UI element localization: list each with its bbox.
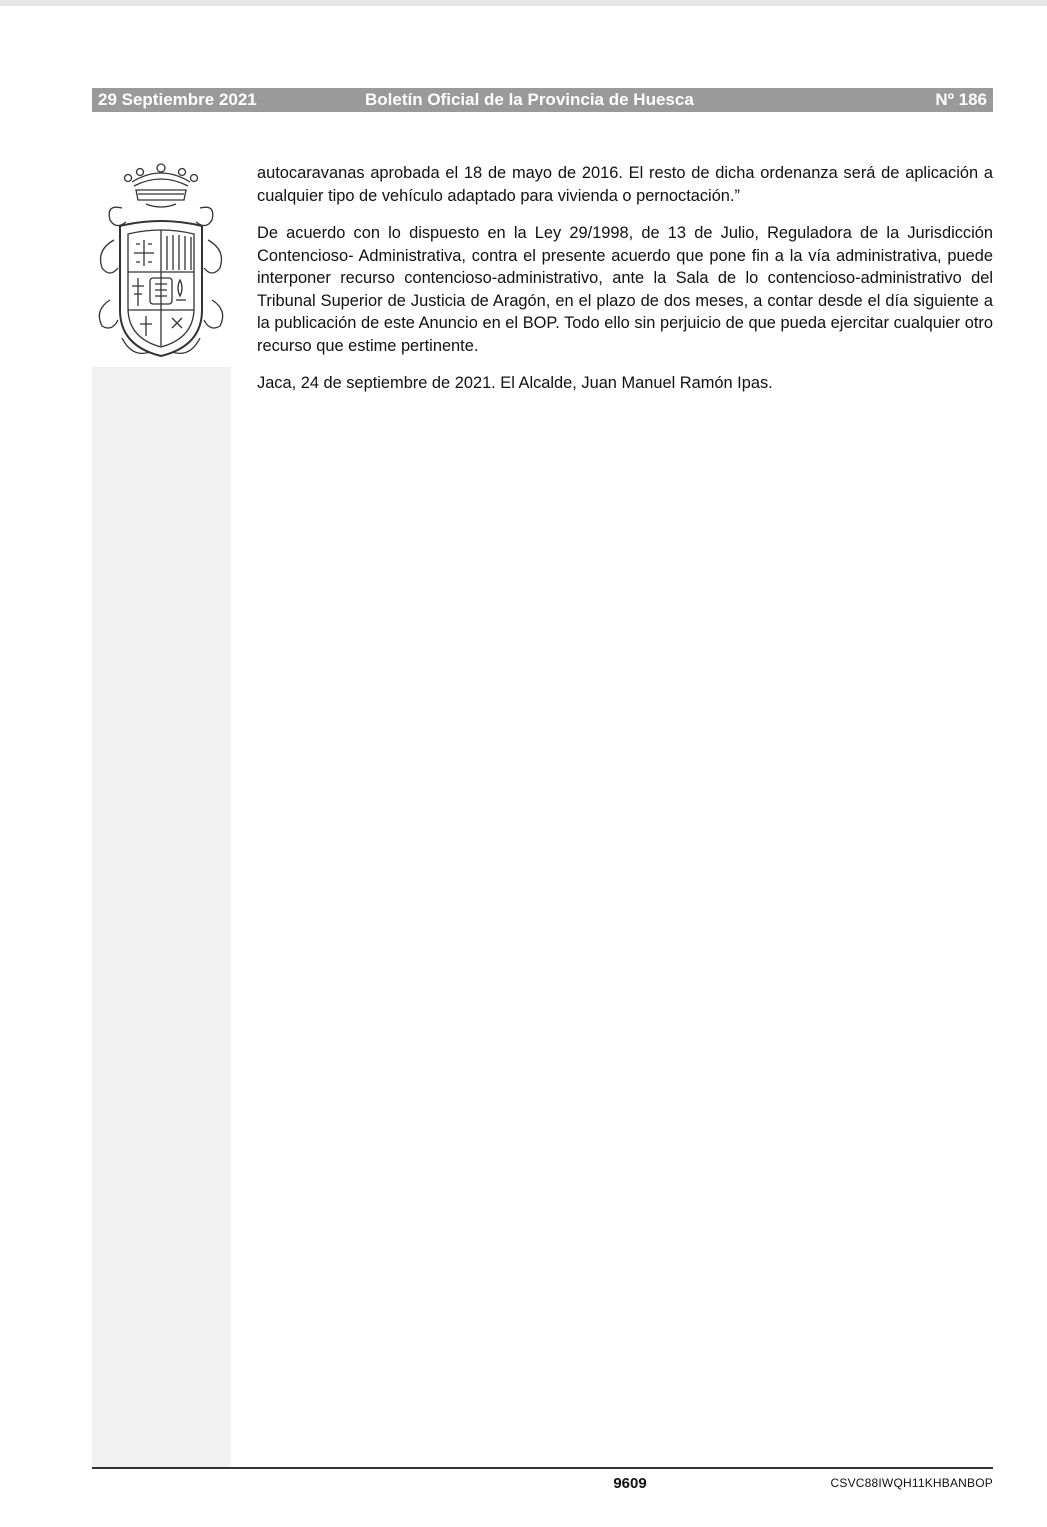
- header-title: Boletín Oficial de la Provincia de Huesca: [365, 90, 694, 109]
- header-issue-number: Nº 186: [935, 90, 987, 109]
- bulletin-header: [92, 88, 993, 112]
- signature-line: Jaca, 24 de septiembre de 2021. El Alcalde, Juan Manuel Ramón Ipas.: [257, 374, 773, 392]
- page-number: 9609: [613, 1475, 647, 1492]
- verification-code: CSVC88IWQH11KHBANBOP: [830, 1476, 993, 1490]
- body-paragraph: De acuerdo con lo dispuesto en la Ley 29/1998, de 13 de Julio, Reguladora de la Jurisdicción Contencioso- Administrativa, contra el presente acuerdo que pone fin a la vía administrativa, puede interponer recurso contencioso-administrativo, ante la Sala de lo contencioso-administrativo del Tribunal Superior de Justicia de Aragón, en el plazo de dos meses, a contar desde el día siguiente a la publicación de este Anuncio en el BOP. Todo ello sin perjuicio de que pueda ejercitar cualquier otro recurso que estime pertinente.: [257, 224, 993, 355]
- body-paragraph: autocaravanas aprobada el 18 de mayo de 2016. El resto de dicha ordenanza será de aplicación a cualquier tipo de vehículo adaptado para vivienda o pernoctación.”: [257, 164, 993, 205]
- left-margin-column: [92, 367, 231, 1468]
- coat-of-arms-icon: [92, 160, 231, 365]
- footer-divider: [92, 1467, 993, 1469]
- announcement-body: [257, 162, 993, 410]
- header-date: 29 Septiembre 2021: [98, 90, 257, 109]
- top-strip: [0, 0, 1047, 6]
